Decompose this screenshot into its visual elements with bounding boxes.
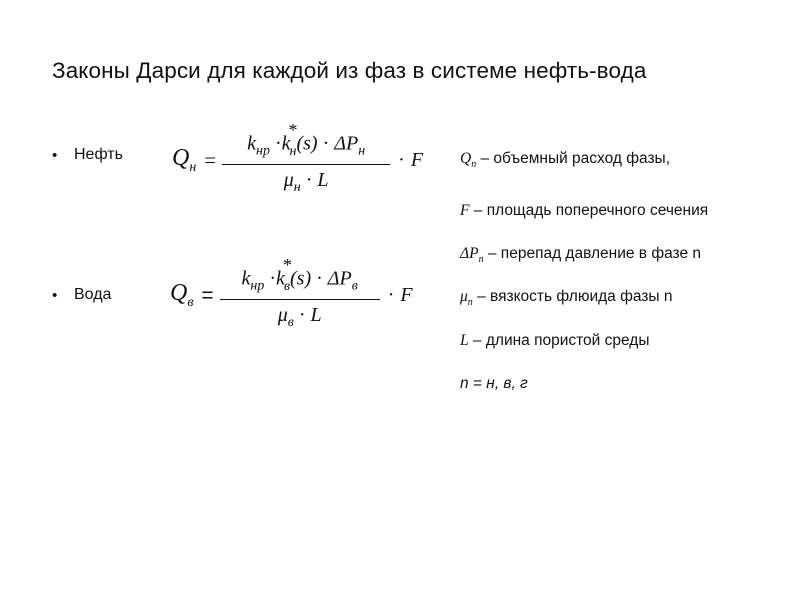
legend-text: – перепад давление в фазе n — [483, 245, 702, 262]
formula-water — [170, 255, 413, 331]
legend-symbol: L — [460, 332, 469, 349]
bullet-label: Нефть — [74, 146, 123, 163]
legend-item-l — [460, 332, 649, 350]
formula-lhs: $Q_в$ — [170, 280, 194, 311]
legend-item-f — [460, 202, 708, 220]
formula-tail: · F — [387, 284, 413, 307]
formula-numerator: $k_{нр} \cdot k^*_в(s) \cdot \Delta P_в$ — [241, 255, 358, 294]
formula-numerator: $k_{нр} \cdot k^*_н(s) \cdot \Delta P_н$ — [247, 120, 366, 159]
slide-title: Законы Дарси для каждой из фаз в системе нефть-вода — [52, 58, 647, 83]
formula-oil — [172, 120, 424, 196]
legend-symbol: $\Delta P_n$ — [460, 245, 484, 266]
formula-denominator: $\mu_в \cdot L$ — [277, 303, 322, 330]
formula-lhs: $Q_н$ — [172, 145, 197, 176]
bullet-dot-icon: • — [52, 286, 58, 304]
legend-item-n: n = н, в, г — [460, 375, 528, 392]
legend-symbol: $\mu_n$ — [460, 288, 473, 309]
legend-text: – объемный расход фазы, — [476, 150, 670, 167]
legend-item-q — [460, 150, 670, 170]
formula-denominator: $\mu_н \cdot L$ — [283, 168, 329, 195]
legend-symbol: F — [460, 202, 470, 219]
bullet-oil — [52, 146, 123, 164]
legend-item-mu — [460, 288, 672, 308]
bullet-water — [52, 286, 111, 304]
legend-text: – вязкость флюида фазы n — [472, 288, 673, 305]
legend-text: – длина пористой среды — [468, 332, 650, 349]
formula-tail: · F — [398, 149, 424, 172]
equals-sign: = — [201, 283, 214, 307]
bullet-dot-icon: • — [52, 146, 58, 164]
legend-item-dp — [460, 245, 701, 265]
legend-symbol: $Q_n$ — [460, 150, 477, 171]
bullet-label: Вода — [74, 286, 112, 303]
equals-sign: = — [204, 148, 217, 173]
formula-fraction — [222, 120, 390, 196]
legend-text: – площадь поперечного сечения — [469, 202, 709, 219]
formula-fraction — [220, 255, 380, 331]
